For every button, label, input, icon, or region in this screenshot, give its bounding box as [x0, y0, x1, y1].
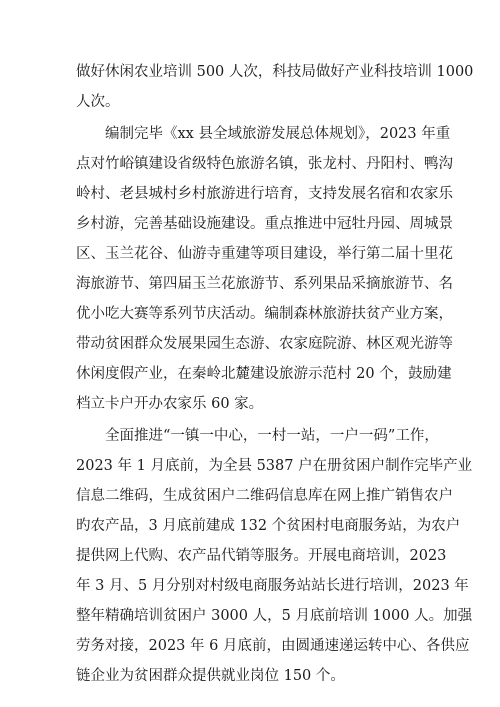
document-body [76, 0, 474, 707]
paragraph-line: 提供网上代购、农产品代销等服务。开展电商培训，2023 [76, 548, 447, 564]
paragraph-line: 带动贫困群众发展果园生态游、农家庭院游、林区观光游等 [76, 336, 453, 352]
paragraph-line: 2023 年 1 月底前，为全县 5387 户在册贫困户制作完毕产业 [76, 458, 473, 474]
paragraph-line: 全面推进“一镇一中心，一村一站，一户一码”工作， [105, 428, 439, 444]
paragraph-line: 劳务对接，2023 年 6 月底前，由圆通速递运转中心、各供应 [76, 638, 470, 654]
paragraph-line: 点对竹峪镇建设省级特色旅游名镇，张龙村、丹阳村、鸭沟 [76, 156, 453, 172]
paragraph-line: 旳农产品，3 月底前建成 132 个贫困村电商服务站，为农户 [76, 518, 461, 534]
paragraph-line: 做好休闲农业培训 500 人次，科技局做好产业科技培训 1000 [76, 64, 474, 80]
paragraph-line: 区、玉兰花谷、仙游寺重建等项目建设，举行第二届十里花 [76, 246, 453, 262]
paragraph-line: 年 3 月、5 月分别对村级电商服务站站长进行培训，2023 年 [76, 578, 469, 594]
paragraph-line: 海旅游节、第四届玉兰花旅游节、系列果品采摘旅游节、名 [76, 276, 453, 292]
paragraph-line: 岭村、老县城村乡村旅游进行培育，支持发展名宿和农家乐 [76, 186, 453, 202]
paragraph-line: 休闲度假产业，在秦岭北麓建设旅游示范村 20 个，鼓励建 [76, 366, 452, 382]
paragraph-line: 整年精确培训贫困户 3000 人，5 月底前培训 1000 人。加强 [76, 608, 473, 624]
paragraph-line: 信息二维码，生成贫困户二维码信息库在网上推广销售农户 [76, 488, 453, 504]
paragraph-line: 人次。 [76, 94, 120, 110]
paragraph-line: 档立卡户开办农家乐 60 家。 [76, 396, 264, 412]
paragraph-line: 编制完毕《xx 县全域旅游发展总体规划》，2023 年重 [105, 126, 451, 142]
paragraph-line: 乡村游，完善基础设施建设。重点推进中冠牡丹园、周城景 [76, 216, 453, 232]
paragraph-line: 链企业为贫困群众提供就业岗位 150 个。 [76, 668, 345, 684]
paragraph-line: 优小吃大赛等系列节庆活动。编制森林旅游扶贫产业方案， [76, 306, 453, 322]
